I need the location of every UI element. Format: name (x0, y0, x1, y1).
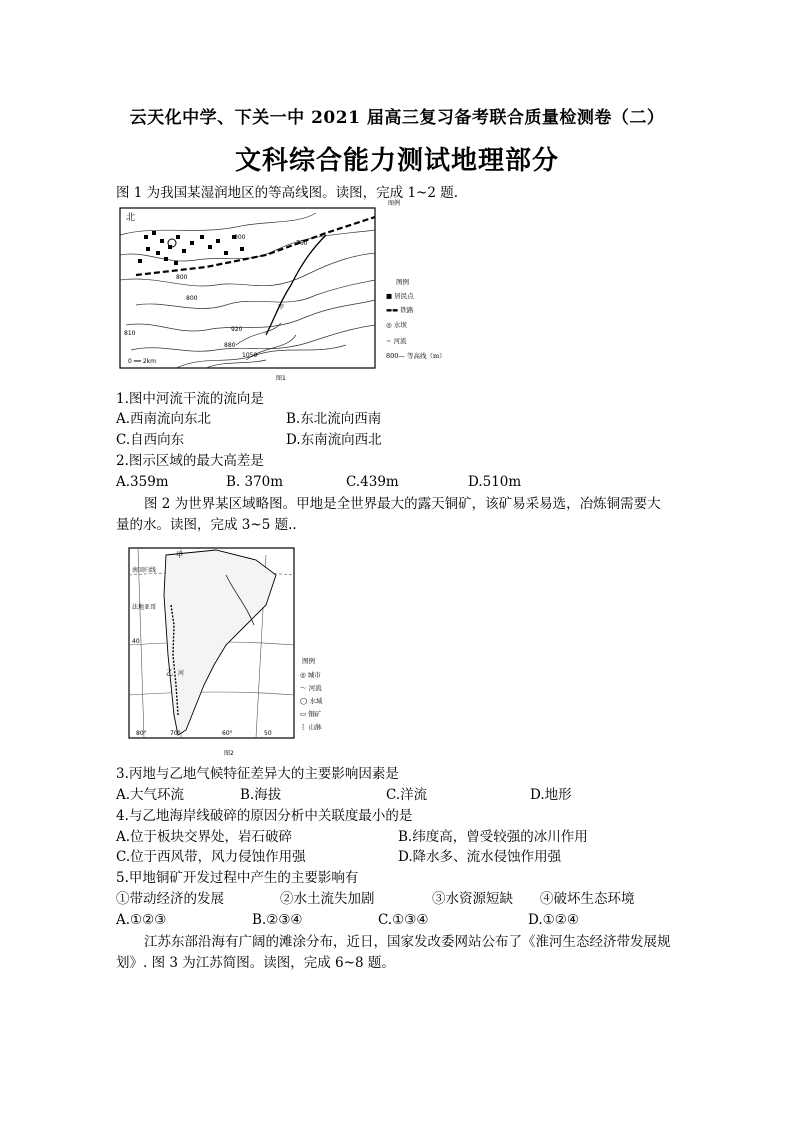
fig2-label-river: 河 (178, 670, 185, 677)
figure-2-region-map (126, 545, 326, 760)
intro-fig3-line2: 划》. 图 3 为江苏简图。读图，完成 6~8 题。 (116, 955, 395, 971)
fig1-contour-label: 1050 (242, 352, 258, 359)
intro-fig3-line1: 江苏东部沿海有广阔的滩涂分布，近日，国家发改委网站公布了《淮河生态经济带发展规 (144, 934, 671, 950)
fig1-point-jia: 甲 (278, 304, 285, 311)
exam-title: 云天化中学、下关一中 2021 届高三复习备考联合质量检测卷（二） (129, 108, 665, 128)
q4-option-c: C.位于西风带，风力侵蚀作用强 (116, 849, 306, 865)
q5-statement-3: ③水资源短缺 (432, 891, 513, 907)
fig2-legend-water: ◯ 水域 (300, 697, 323, 705)
fig2-caption: 图2 (224, 750, 234, 757)
fig1-legend (388, 199, 400, 207)
fig1-contour-label: 800 (176, 274, 188, 281)
fig2-legend-copper: ▭ 铜矿 (300, 710, 322, 718)
q5-statement-1: ①带动经济的发展 (116, 891, 224, 907)
fig2-lon-label: 80° (136, 730, 147, 737)
river-icon: ～ (300, 684, 309, 692)
fig2-label-yi: 乙 (166, 669, 173, 677)
q1-option-a: A.西南流向东北 (116, 411, 212, 427)
mountain-icon: ⌇ (300, 723, 309, 731)
q3-option-c: C.洋流 (386, 787, 428, 803)
q1-option-c: C.自西向东 (116, 432, 185, 448)
fig1-contour-label: 800 (186, 295, 198, 302)
q2-stem: 2.图示区域的最大高差是 (116, 453, 264, 469)
fig1-legend-contour: 800— 等高线（m） (386, 352, 446, 360)
q5-statement-4: ④破坏生态环境 (540, 891, 635, 907)
fig2-lon-label: 70° (170, 730, 181, 737)
fig1-contour-label: 760 (296, 240, 308, 247)
fig2-place-label: 法地亚哥 (132, 604, 157, 611)
fig1-legend-settlement: ■ 居民点 (386, 292, 414, 300)
fig2-label-jia: 甲 (176, 551, 183, 559)
q5-option-b: B.②③④ (252, 912, 303, 928)
copper-mine-icon: ▭ (300, 710, 309, 718)
fig2-legend-river: ～ 河流 (300, 684, 322, 692)
fig2-lat-label: 40 (132, 638, 140, 645)
q5-option-c: C.①③④ (378, 912, 429, 928)
dam-icon: ◎ (386, 321, 394, 329)
river-icon: ∼ (386, 337, 394, 345)
railway-icon: ▬▬ (386, 306, 401, 314)
fig1-legend-river: ∼ 河流 (386, 337, 407, 345)
exam-subtitle: 文科综合能力测试地理部分 (234, 146, 559, 176)
q3-stem: 3.丙地与乙地气候特征差异大的主要影响因素是 (116, 766, 399, 782)
fig1-contour-label: 920 (231, 326, 243, 333)
q5-option-d: D.①②④ (528, 912, 579, 928)
fig1-scale-bar: 0 ━━ 2km (128, 358, 156, 365)
q2-option-a: A.359m (116, 474, 169, 490)
q4-option-d: D.降水多、流水侵蚀作用强 (398, 849, 562, 865)
intro-fig1: 图 1 为我国某湿润地区的等高线图。读图，完成 1~2 题. (116, 185, 459, 201)
fig2-lon-label: 60° (222, 730, 233, 737)
fig1-legend-railway: ▬▬ 铁路 (386, 306, 414, 314)
q1-option-d: D.东南流向西北 (286, 432, 382, 448)
fig2-tropic-label: 南回归线 (132, 567, 157, 574)
q5-option-a: A.①②③ (116, 912, 167, 928)
city-icon: ◎ (300, 671, 308, 679)
fig1-north-label: 北 (126, 213, 136, 223)
water-icon: ◯ (300, 697, 310, 705)
q3-option-a: A.大气环流 (116, 787, 185, 803)
intro-fig2-line1: 图 2 为世界某区域略图。甲地是全世界最大的露天铜矿，该矿易采易选，冶炼铜需要大 (144, 496, 661, 512)
fig1-contour-label: 810 (124, 330, 136, 337)
fig2-legend-title: 图例 (302, 657, 315, 665)
intro-fig2-line2: 量的水。读图，完成 3~5 题.. (116, 517, 297, 533)
fig1-frame (120, 208, 375, 368)
q2-option-d: D.510m (468, 474, 522, 490)
q4-option-b: B.纬度高，曾受较强的冰川作用 (398, 829, 588, 845)
q2-option-b: B. 370m (226, 474, 284, 490)
q4-option-a: A.位于板块交界处，岩石破碎 (116, 829, 293, 845)
fig2-legend-mountain: ⌇ 山脉 (300, 723, 322, 731)
q1-stem: 1.图中河流干流的流向是 (116, 391, 264, 407)
q1-option-b: B.东北流向西南 (286, 411, 382, 427)
q3-option-d: D.地形 (530, 787, 572, 803)
q4-stem: 4.与乙地海岸线破碎的原因分析中关联度最小的是 (116, 808, 413, 824)
fig2-lon-label: 50 (264, 730, 272, 737)
fig1-legend-dam: ◎ 水坝 (386, 321, 407, 329)
q2-option-c: C.439m (346, 474, 399, 490)
q3-option-b: B.海拔 (240, 787, 282, 803)
fig2-legend-city: ◎ 城市 (300, 671, 321, 679)
q5-stem: 5.甲地铜矿开发过程中产生的主要影响有 (116, 870, 359, 886)
square-icon: ■ (386, 292, 395, 300)
fig1-legend-title: 图例 (396, 278, 409, 286)
fig1-contour-label: 880 (224, 342, 236, 349)
q5-statement-2: ②水土流失加剧 (280, 891, 375, 907)
svg-text:图例: 图例 (388, 200, 401, 207)
fig1-contour-label: 800 (234, 234, 246, 241)
fig1-caption: 图1 (276, 375, 286, 382)
